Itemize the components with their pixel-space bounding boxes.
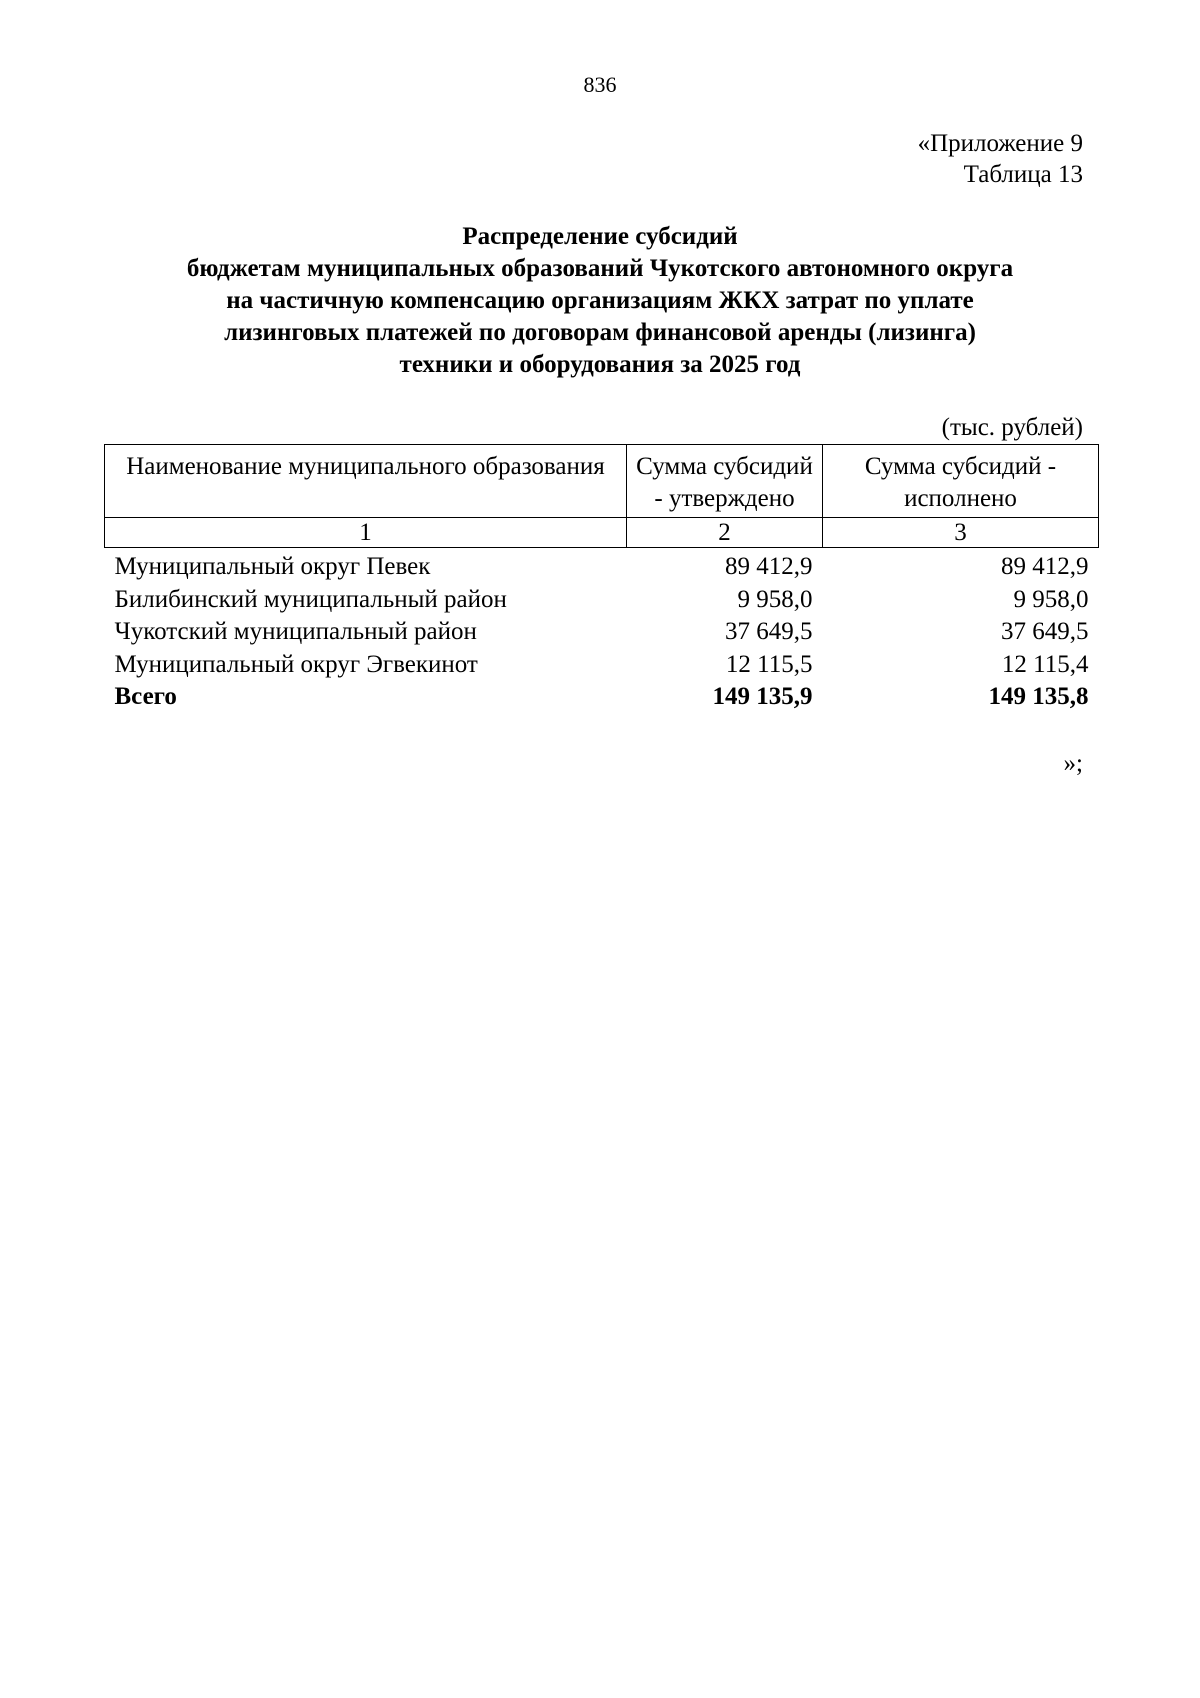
- units-label: (тыс. рублей): [941, 414, 1083, 441]
- municipality-name: Билибинский муниципальный район: [114, 585, 507, 613]
- executed-amount: 12 115,4: [1001, 650, 1089, 678]
- executed-amount: 89 412,9: [1001, 553, 1089, 580]
- approved-amount: 12 115,5: [725, 650, 813, 678]
- column-number: 2: [627, 518, 823, 548]
- title-line: Распределение субсидий: [462, 223, 738, 250]
- page-number: 836: [583, 72, 617, 97]
- column-number: 1: [105, 518, 627, 548]
- title-line: бюджетам муниципальных образований Чукотского автономного округа: [186, 255, 1014, 282]
- title-line: лизинговых платежей по договорам финансовой аренды (лизинга): [224, 319, 976, 346]
- municipality-name: Муниципальный округ Певек: [114, 553, 431, 580]
- table-row: [105, 616, 1099, 649]
- header-executed: Сумма субсидий - исполнено: [823, 445, 1099, 518]
- total-row: [105, 681, 1099, 714]
- table-number-label: Таблица 13: [963, 161, 1083, 188]
- approved-amount: 9 958,0: [737, 585, 813, 613]
- table-header-row: [105, 445, 1099, 518]
- total-executed: 149 135,8: [988, 683, 1089, 710]
- appendix-reference: [918, 128, 1083, 190]
- header-municipality: Наименование муниципального образования: [105, 445, 627, 518]
- municipality-name: Чукотский муниципальный район: [114, 618, 477, 645]
- column-number-row: [105, 518, 1099, 548]
- total-approved: 149 135,9: [712, 683, 813, 710]
- document-title: [105, 221, 1095, 381]
- appendix-label: «Приложение 9: [917, 130, 1083, 157]
- approved-amount: 37 649,5: [725, 618, 813, 645]
- header-approved: Сумма субсидий - утверждено: [627, 445, 823, 518]
- subsidy-table: [104, 444, 1099, 714]
- table-row: [105, 649, 1099, 682]
- approved-amount: 89 412,9: [725, 553, 813, 580]
- executed-amount: 37 649,5: [1001, 618, 1089, 645]
- title-line: техники и оборудования за 2025 год: [399, 351, 801, 378]
- closing-quote: »;: [1063, 750, 1083, 777]
- table-row: [105, 584, 1099, 617]
- total-label: Всего: [114, 683, 177, 710]
- municipality-name: Муниципальный округ Эгвекинот: [114, 650, 478, 678]
- column-number: 3: [823, 518, 1099, 548]
- table-row: [105, 548, 1099, 584]
- title-line: на частичную компенсацию организациям ЖКХ затрат по уплате: [226, 287, 974, 314]
- executed-amount: 9 958,0: [1013, 585, 1089, 613]
